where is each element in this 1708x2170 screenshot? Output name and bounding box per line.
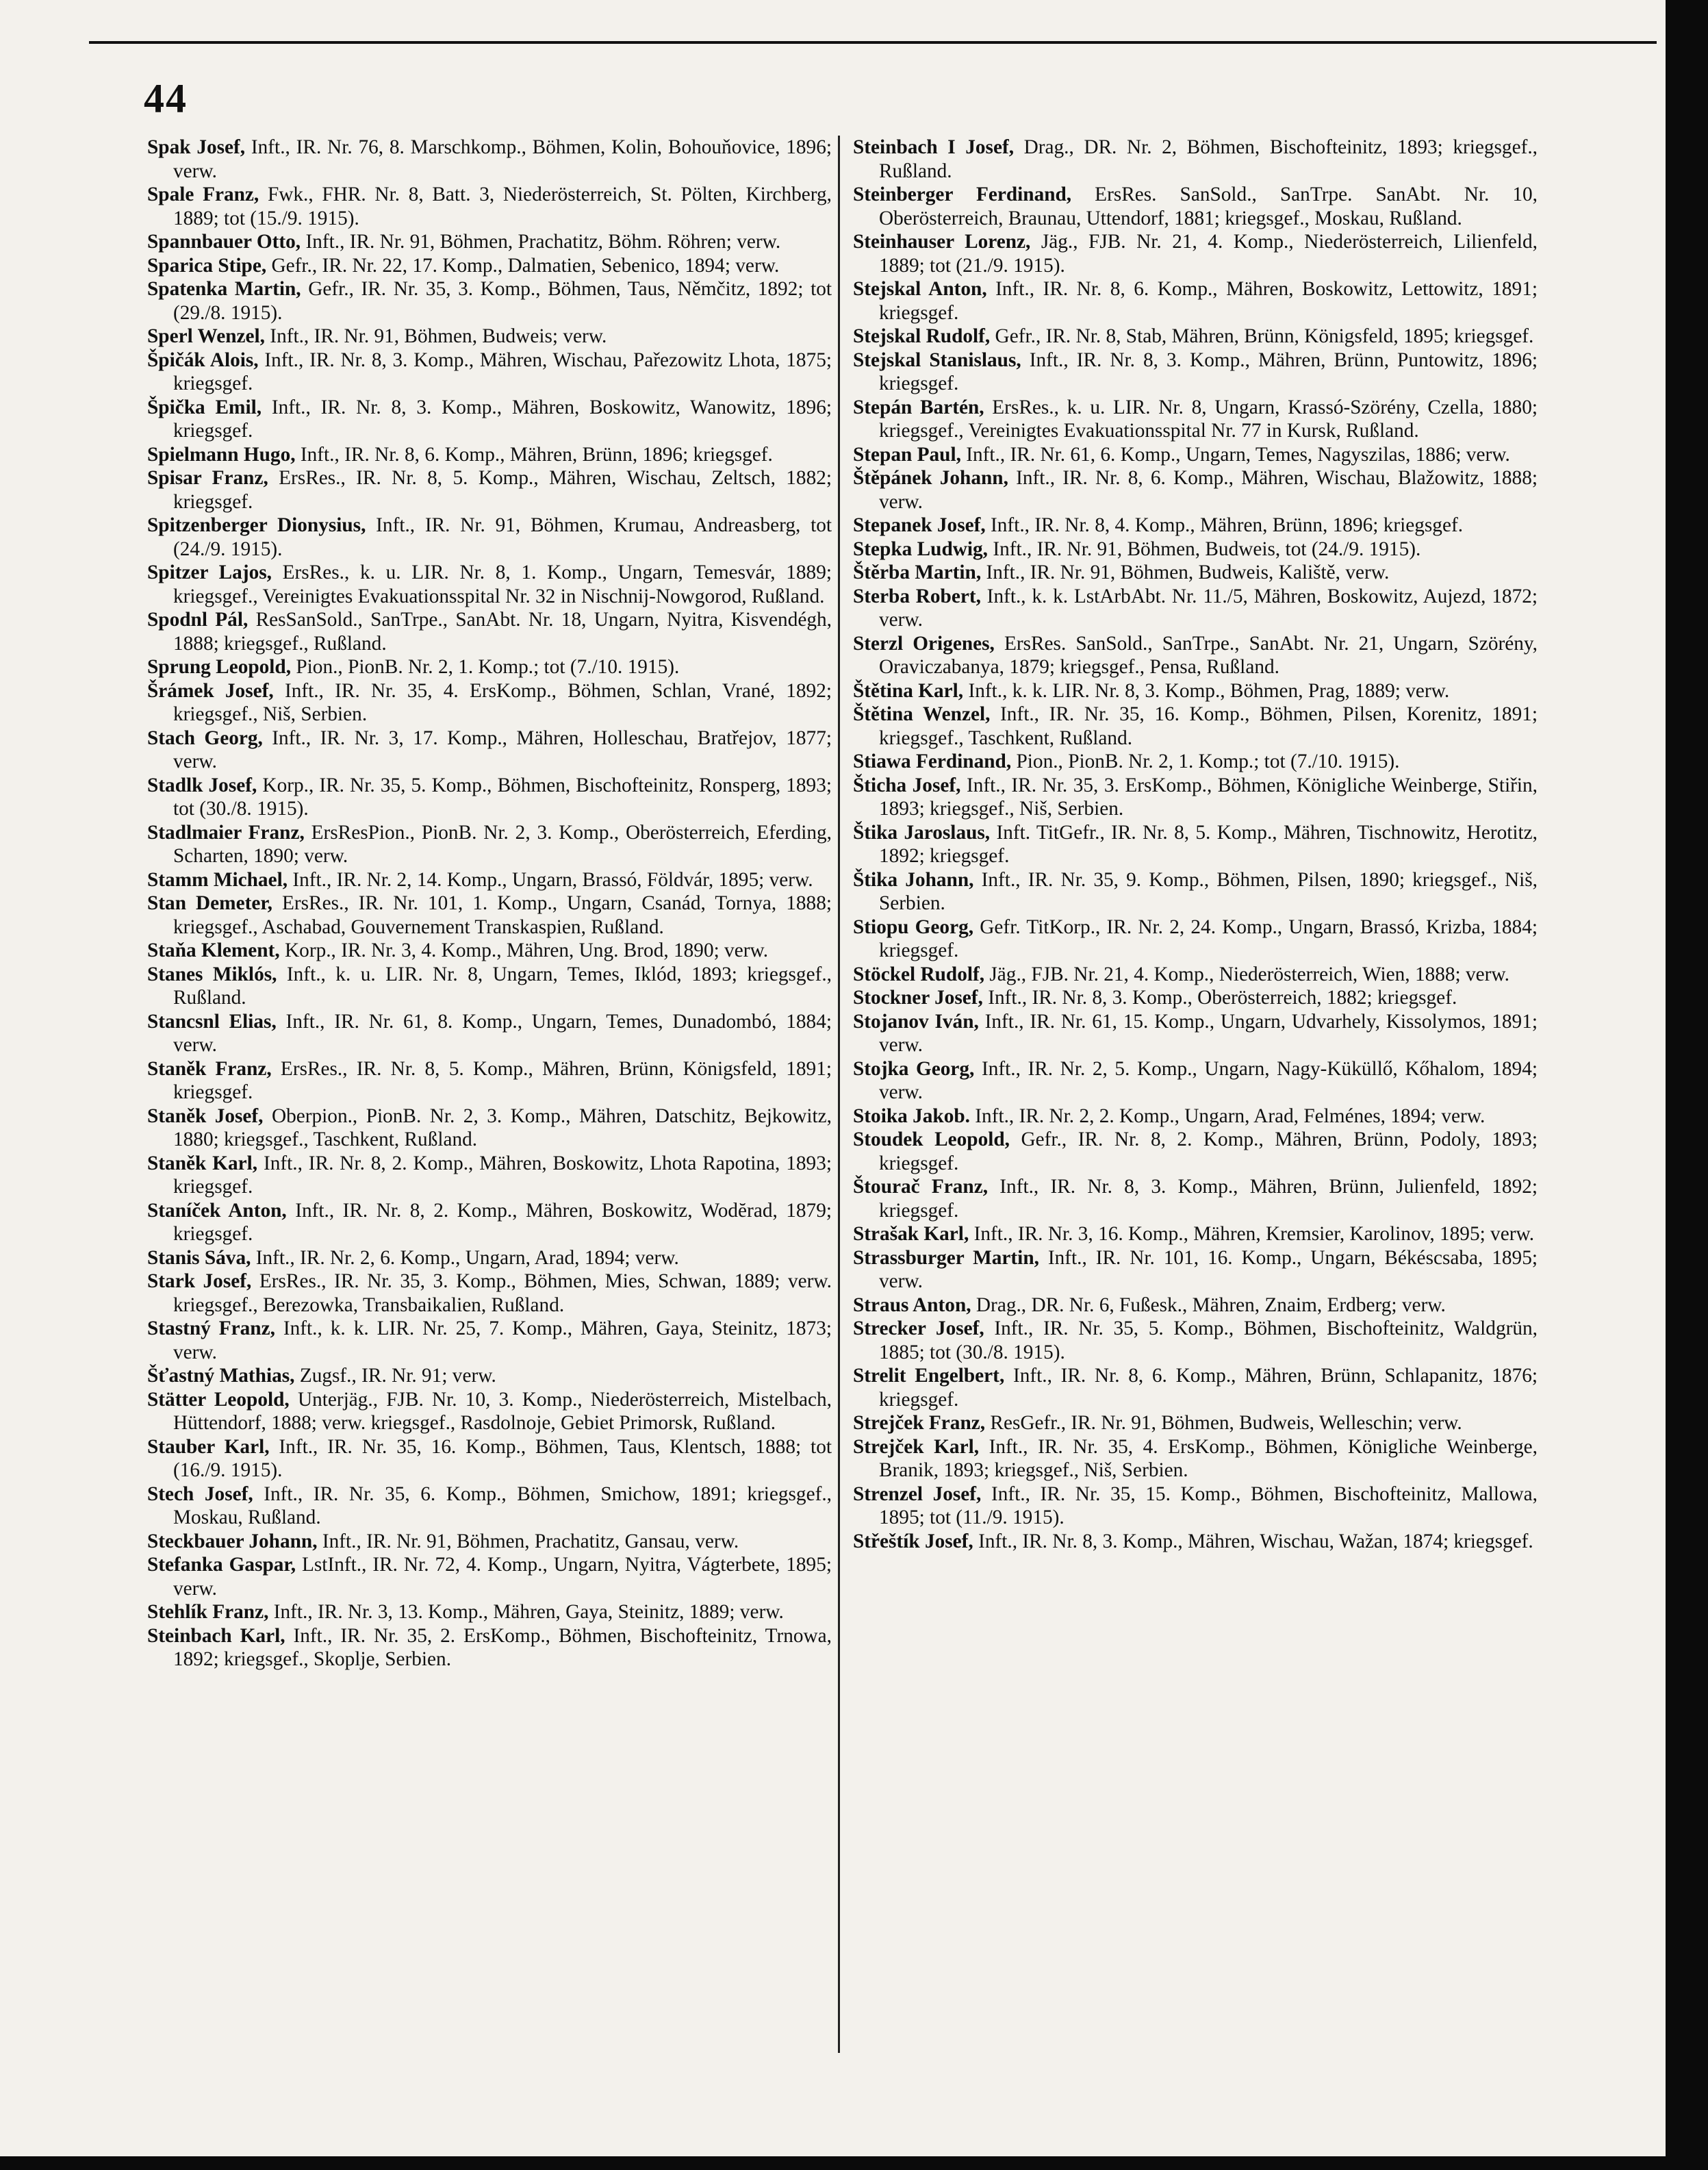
list-item (853, 1317, 1538, 1364)
list-item (147, 1199, 832, 1246)
entry-name: Stiopu Georg, (853, 916, 974, 938)
entry-name: Stanis Sáva, (147, 1246, 251, 1269)
entry-details: ResGefr., IR. Nr. 91, Böhmen, Budweis, Welleschin; verw. (985, 1412, 1462, 1434)
list-item (853, 585, 1538, 632)
entry-name: Stadlmaier Franz, (147, 821, 305, 844)
list-item (853, 349, 1538, 396)
entry-details: Inft., IR. Nr. 35, 2. ErsKomp., Böhmen, Bischofteinitz, Trnowa, 1892; kriegsgef., Skoplje, Serbien. (173, 1624, 832, 1670)
list-item (853, 1128, 1538, 1175)
entry-details: Inft., IR. Nr. 91, Böhmen, Budweis; verw. (264, 325, 607, 347)
entry-name: Stanes Miklós, (147, 963, 277, 985)
list-item (853, 396, 1538, 443)
list-item (147, 1388, 832, 1435)
entry-details: Inft., IR. Nr. 91, Böhmen, Prachatitz, Böhm. Röhren; verw. (301, 231, 781, 253)
list-item (147, 1553, 832, 1600)
entry-name: Stoudek Leopold, (853, 1128, 1010, 1150)
entry-details: Inft., IR. Nr. 61, 8. Komp., Ungarn, Temes, Dunadombó, 1884; verw. (173, 1010, 832, 1056)
entry-details: Inft., IR. Nr. 35, 16. Komp., Böhmen, Taus, Klentsch, 1888; tot (16./9. 1915). (173, 1435, 832, 1481)
entry-name: Stojanov Iván, (853, 1010, 979, 1033)
entry-details: Jäg., FJB. Nr. 21, 4. Komp., Niederösterreich, Lilienfeld, 1889; tot (21./9. 1915). (879, 231, 1538, 277)
entry-details: ErsRes. SanSold., SanTrpe. SanAbt. Nr. 10, Oberösterreich, Braunau, Uttendorf, 1881; kriegsgef., Moskau, Rußland. (879, 184, 1538, 229)
list-item (147, 396, 832, 443)
list-item (853, 868, 1538, 916)
entry-name: Štětina Wenzel, (853, 703, 991, 725)
list-item (147, 561, 832, 608)
entry-name: Stejskal Rudolf, (853, 325, 991, 347)
entry-details: Inft., IR. Nr. 8, 3. Komp., Mähren, Boskowitz, Wanowitz, 1896; kriegsgef. (173, 396, 832, 442)
entry-details: Korp., IR. Nr. 3, 4. Komp., Mähren, Ung. Brod, 1890; verw. (279, 939, 769, 961)
entry-details: LstInft., IR. Nr. 72, 4. Komp., Ungarn, Nyitra, Vágterbete, 1895; verw. (173, 1554, 832, 1600)
entry-details: Korp., IR. Nr. 35, 5. Komp., Böhmen, Bischofteinitz, Ronsperg, 1893; tot (30./8. 1915). (173, 774, 832, 820)
entry-name: Strašak Karl, (853, 1223, 969, 1245)
list-item (853, 1010, 1538, 1057)
list-item (147, 466, 832, 514)
list-item (853, 963, 1538, 987)
entry-name: Štourač Franz, (853, 1176, 989, 1198)
entry-details: Zugsf., IR. Nr. 91; verw. (294, 1365, 496, 1387)
entry-details: Inft., k. k. LIR. Nr. 8, 3. Komp., Böhmen, Prag, 1889; verw. (963, 679, 1450, 702)
list-item (853, 821, 1538, 868)
list-item (853, 136, 1538, 183)
list-item (147, 443, 832, 467)
list-item (147, 679, 832, 727)
entry-details: Jäg., FJB. Nr. 21, 4. Komp., Niederösterreich, Wien, 1888; verw. (984, 963, 1510, 985)
list-item (853, 1246, 1538, 1294)
entry-name: Špička Emil, (147, 396, 262, 418)
entry-name: Stepka Ludwig, (853, 538, 989, 560)
entry-details: Gefr., IR. Nr. 8, 2. Komp., Mähren, Brünn, Podoly, 1893; kriegsgef. (879, 1128, 1538, 1174)
entry-name: Steckbauer Johann, (147, 1530, 318, 1552)
entry-name: Špičák Alois, (147, 349, 259, 371)
entry-name: Strelit Engelbert, (853, 1365, 1005, 1387)
list-item (853, 1105, 1538, 1128)
list-item (853, 679, 1538, 703)
entry-name: Staňa Klement, (147, 939, 280, 961)
entry-details: Inft., IR. Nr. 3, 13. Komp., Mähren, Gaya, Steinitz, 1889; verw. (268, 1601, 784, 1623)
entry-name: Strassburger Martin, (853, 1246, 1039, 1269)
entry-details: ErsResPion., PionB. Nr. 2, 3. Komp., Oberösterreich, Eferding, Scharten, 1890; verw. (173, 821, 832, 867)
entry-name: Staněk Franz, (147, 1057, 272, 1080)
entry-name: Stojka Georg, (853, 1057, 975, 1080)
entry-name: Staněk Josef, (147, 1105, 264, 1127)
entry-details: Drag., DR. Nr. 6, Fußesk., Mähren, Znaim, Erdberg; verw. (971, 1294, 1446, 1316)
entry-name: Stöckel Rudolf, (853, 963, 985, 985)
list-item (853, 916, 1538, 963)
entry-name: Stark Josef, (147, 1270, 252, 1292)
entry-details: ErsRes., IR. Nr. 101, 1. Komp., Ungarn, Csanád, Tornya, 1888; kriegsgef., Aschabad, Gouvernement Transkaspien, Rußland. (173, 892, 832, 938)
entry-details: Inft., IR. Nr. 8, 3. Komp., Oberösterreich, 1882; kriegsgef. (982, 987, 1457, 1009)
list-item (147, 349, 832, 396)
entry-details: Inft., IR. Nr. 8, 3. Komp., Mähren, Brünn, Julienfeld, 1892; kriegsgef. (879, 1176, 1538, 1222)
entry-details: Inft., k. u. LIR. Nr. 8, Ungarn, Temes, Iklód, 1893; kriegsgef., Rußland. (173, 963, 832, 1009)
list-item (147, 1530, 832, 1554)
entry-name: Stepán Bartén, (853, 396, 984, 418)
list-item (853, 183, 1538, 230)
entry-name: Spitzenberger Dionysius, (147, 514, 366, 536)
entry-name: Strecker Josef, (853, 1317, 984, 1339)
entry-name: Sterba Robert, (853, 585, 981, 607)
entry-name: Stan Demeter, (147, 892, 272, 914)
list-item (853, 1175, 1538, 1222)
entry-name: Stätter Leopold, (147, 1388, 290, 1411)
entry-details: Inft., IR. Nr. 35, 4. ErsKomp., Böhmen, Schlan, Vrané, 1892; kriegsgef., Niš, Serbien. (173, 679, 832, 725)
entry-details: Inft., IR. Nr. 8, 3. Komp., Mähren, Wischau, Wažan, 1874; kriegsgef. (973, 1530, 1533, 1552)
entry-details: Inft., IR. Nr. 8, 4. Komp., Mähren, Brünn, 1896; kriegsgef. (985, 514, 1464, 536)
entry-details: Gefr., IR. Nr. 35, 3. Komp., Böhmen, Taus, Němčitz, 1892; tot (29./8. 1915). (173, 278, 832, 324)
entry-details: Inft., IR. Nr. 3, 16. Komp., Mähren, Kremsier, Karolinov, 1895; verw. (969, 1223, 1535, 1245)
entry-details: Inft., IR. Nr. 91, Böhmen, Krumau, Andreasberg, tot (24./9. 1915). (173, 514, 832, 560)
list-item (853, 774, 1538, 821)
list-item (147, 1435, 832, 1483)
entry-details: ErsRes. SanSold., SanTrpe., SanAbt. Nr. 21, Ungarn, Szörény, Oraviczabanya, 1879; kriegsgef., Pensa, Rußland. (879, 632, 1538, 678)
left-column (147, 136, 832, 2142)
list-item (147, 1600, 832, 1624)
list-item (853, 325, 1538, 349)
entry-name: Stamm Michael, (147, 868, 288, 891)
list-item (147, 183, 832, 230)
list-item (853, 514, 1538, 538)
entry-details: Inft., IR. Nr. 35, 5. Komp., Böhmen, Bischofteinitz, Waldgrün, 1885; tot (30./8. 1915). (879, 1317, 1538, 1363)
entry-details: ErsRes., IR. Nr. 8, 5. Komp., Mähren, Wischau, Zeltsch, 1882; kriegsgef. (173, 467, 832, 513)
entry-details: Inft., IR. Nr. 2, 6. Komp., Ungarn, Arad, 1894; verw. (251, 1246, 679, 1269)
entry-details: Inft., IR. Nr. 3, 17. Komp., Mähren, Holleschau, Bratřejov, 1877; verw. (173, 727, 832, 772)
list-item (853, 1294, 1538, 1317)
entry-details: Inft., IR. Nr. 101, 16. Komp., Ungarn, Békéscsaba, 1895; verw. (879, 1246, 1538, 1292)
list-item (853, 466, 1538, 514)
list-item (147, 892, 832, 939)
entry-name: Spatenka Martin, (147, 278, 301, 300)
entry-details: Inft., IR. Nr. 8, 6. Komp., Mähren, Boskowitz, Lettowitz, 1891; kriegsgef. (879, 278, 1538, 324)
entry-name: Sperl Wenzel, (147, 325, 265, 347)
scan-border-right (1666, 0, 1708, 2170)
entry-name: Steinbach Karl, (147, 1624, 285, 1647)
entry-details: Inft., IR. Nr. 8, 6. Komp., Mähren, Brünn, 1896; kriegsgef. (295, 443, 773, 466)
list-item (147, 1010, 832, 1057)
entry-details: Gefr., IR. Nr. 22, 17. Komp., Dalmatien, Sebenico, 1894; verw. (266, 254, 780, 277)
list-item (853, 986, 1538, 1010)
entry-name: Spannbauer Otto, (147, 231, 301, 253)
list-item (853, 561, 1538, 585)
entry-details: Inft., IR. Nr. 35, 15. Komp., Böhmen, Bischofteinitz, Mallowa, 1895; tot (11./9. 1915). (879, 1483, 1538, 1528)
entry-details: Unterjäg., FJB. Nr. 10, 3. Komp., Niederösterreich, Mistelbach, Hüttendorf, 1888; verw. kriegsgef., Rasdolnoje, Gebiet Primorsk, Rußland. (173, 1388, 832, 1434)
entry-details: Gefr. TitKorp., IR. Nr. 2, 24. Komp., Ungarn, Brassó, Krizba, 1884; kriegsgef. (879, 916, 1538, 961)
entry-name: Straus Anton, (853, 1294, 971, 1316)
list-item (147, 608, 832, 655)
list-item (853, 230, 1538, 277)
entry-name: Spisar Franz, (147, 467, 268, 489)
entry-details: Inft., IR. Nr. 8, 6. Komp., Mähren, Brünn, Schlapanitz, 1876; kriegsgef. (879, 1365, 1538, 1411)
list-item (853, 1435, 1538, 1483)
entry-name: Šticha Josef, (853, 774, 961, 796)
entry-name: Stadlk Josef, (147, 774, 257, 796)
list-item (147, 1270, 832, 1317)
list-item (147, 939, 832, 963)
entry-name: Sterzl Origenes, (853, 632, 995, 655)
entry-details: Drag., DR. Nr. 2, Böhmen, Bischofteinitz, 1893; kriegsgef., Rußland. (879, 136, 1538, 182)
page-number: 44 (144, 76, 188, 121)
list-item (853, 703, 1538, 750)
entry-details: Inft., IR. Nr. 8, 2. Komp., Mähren, Boskowitz, Wodĕrad, 1879; kriegsgef. (173, 1199, 832, 1245)
entry-name: Stejskal Anton, (853, 278, 987, 300)
list-item (147, 774, 832, 821)
list-item (853, 750, 1538, 774)
list-item (853, 1364, 1538, 1411)
entry-name: Štěpánek Johann, (853, 467, 1008, 489)
entry-name: Stauber Karl, (147, 1435, 270, 1458)
list-item (147, 1483, 832, 1530)
entry-name: Spitzer Lajos, (147, 562, 272, 583)
entry-name: Stockner Josef, (853, 987, 983, 1009)
entry-details: Inft., IR. Nr. 8, 2. Komp., Mähren, Boskowitz, Lhota Rapotina, 1893; kriegsgef. (173, 1152, 832, 1198)
entry-details: ErsRes., IR. Nr. 35, 3. Komp., Böhmen, Mies, Schwan, 1889; verw. kriegsgef., Berezowka, Transbaikalien, Rußland. (173, 1270, 832, 1316)
list-item (853, 1530, 1538, 1554)
entry-name: Stancsnl Elias, (147, 1010, 277, 1033)
entry-details: Inft., IR. Nr. 61, 6. Komp., Ungarn, Temes, Nagyszilas, 1886; verw. (960, 443, 1510, 466)
entry-name: Spielmann Hugo, (147, 443, 296, 466)
entry-details: Inft., IR. Nr. 2, 5. Komp., Ungarn, Nagy-Küküllő, Kőhalom, 1894; verw. (879, 1057, 1538, 1103)
list-item (147, 230, 832, 254)
entry-details: Inft., k. k. LIR. Nr. 25, 7. Komp., Mähren, Gaya, Steinitz, 1873; verw. (173, 1317, 832, 1363)
entry-name: Strejček Karl, (853, 1435, 980, 1458)
entry-details: Inft., IR. Nr. 2, 2. Komp., Ungarn, Arad, Felménes, 1894; verw. (969, 1105, 1486, 1127)
entry-details: Inft., IR. Nr. 91, Böhmen, Budweis, Kaliště, verw. (981, 562, 1390, 583)
entry-details: Oberpion., PionB. Nr. 2, 3. Komp., Mähren, Datschitz, Bejkowitz, 1880; kriegsgef., Taschkent, Rußland. (173, 1105, 832, 1150)
entry-details: Inft., IR. Nr. 61, 15. Komp., Ungarn, Udvarhely, Kissolymos, 1891; verw. (879, 1010, 1538, 1056)
entry-details: Inft., IR. Nr. 35, 4. ErsKomp., Böhmen, Königliche Weinberge, Branik, 1893; kriegsgef., Niš, Serbien. (879, 1435, 1538, 1481)
entry-details: Fwk., FHR. Nr. 8, Batt. 3, Niederösterreich, St. Pölten, Kirchberg, 1889; tot (15./9. 1915). (173, 184, 832, 229)
list-item (853, 538, 1538, 562)
entry-name: Staníček Anton, (147, 1199, 287, 1222)
column-divider (838, 136, 840, 2053)
entry-name: Spak Josef, (147, 136, 246, 158)
entry-details: Inft., IR. Nr. 8, 3. Komp., Mähren, Wischau, Pařezowitz Lhota, 1875; kriegsgef. (173, 349, 832, 394)
entry-name: Štika Jaroslaus, (853, 821, 991, 844)
right-column (853, 136, 1538, 2142)
entry-name: Štika Johann, (853, 868, 974, 891)
entry-details: ErsRes., k. u. LIR. Nr. 8, 1. Komp., Ungarn, Temesvár, 1889; kriegsgef., Vereinigtes Evakuationsspital Nr. 32 in Nischnij-Nowgorod, Rußland. (173, 562, 832, 607)
entry-details: Inft., IR. Nr. 35, 6. Komp., Böhmen, Smichow, 1891; kriegsgef., Moskau, Rußland. (173, 1483, 832, 1528)
entry-name: Spale Franz, (147, 184, 259, 205)
entry-details: Inft., IR. Nr. 91, Böhmen, Prachatitz, Gansau, verw. (317, 1530, 739, 1552)
entry-name: Spodnl Pál, (147, 609, 248, 631)
entry-name: Štěrba Martin, (853, 562, 982, 583)
entry-name: Stoika Jakob. (853, 1105, 970, 1127)
entry-details: Inft., IR. Nr. 35, 9. Komp., Böhmen, Pilsen, 1890; kriegsgef., Niš, Serbien. (879, 868, 1538, 914)
entry-details: Inft., IR. Nr. 8, 3. Komp., Mähren, Brünn, Puntowitz, 1896; kriegsgef. (879, 349, 1538, 394)
entry-name: Stefanka Gaspar, (147, 1554, 296, 1576)
top-rule (89, 41, 1657, 44)
entry-details: Pion., PionB. Nr. 2, 1. Komp.; tot (7./10. 1915). (1011, 750, 1400, 772)
entry-details: ErsRes., k. u. LIR. Nr. 8, Ungarn, Krassó-Szörény, Czella, 1880; kriegsgef., Vereinigtes Evakuationsspital Nr. 77 in Kursk, Rußland. (879, 396, 1538, 442)
entry-details: Inft., IR. Nr. 35, 16. Komp., Böhmen, Pilsen, Korenitz, 1891; kriegsgef., Taschkent, Rußland. (879, 703, 1538, 749)
list-item (147, 868, 832, 892)
list-item (147, 1105, 832, 1152)
list-item (147, 1317, 832, 1364)
entry-name: Stehlík Franz, (147, 1601, 269, 1623)
list-item (147, 277, 832, 325)
list-item (853, 1411, 1538, 1435)
entry-name: Šťastný Mathias, (147, 1365, 295, 1387)
entry-name: Steinhauser Lorenz, (853, 231, 1031, 253)
entry-name: Štětina Karl, (853, 679, 964, 702)
list-item (853, 632, 1538, 679)
entry-name: Stepan Paul, (853, 443, 961, 466)
list-item (147, 254, 832, 278)
list-item (853, 1483, 1538, 1530)
list-item (147, 727, 832, 774)
list-item (147, 1364, 832, 1388)
list-item (853, 1222, 1538, 1246)
list-item (147, 136, 832, 183)
scan-border-bottom (0, 2156, 1708, 2170)
entry-details: Inft., IR. Nr. 91, Böhmen, Budweis, tot (24./9. 1915). (988, 538, 1421, 560)
entry-name: Stach Georg, (147, 727, 263, 749)
entry-details: Inft., k. k. LstArbAbt. Nr. 11./5, Mähren, Boskowitz, Aujezd, 1872; verw. (879, 585, 1538, 631)
entry-details: ResSanSold., SanTrpe., SanAbt. Nr. 18, Ungarn, Nyitra, Kisvendégh, 1888; kriegsgef., Rußland. (173, 609, 832, 655)
list-item (147, 514, 832, 561)
list-item (147, 1246, 832, 1270)
list-item (853, 277, 1538, 325)
entry-details: Gefr., IR. Nr. 8, Stab, Mähren, Brünn, Königsfeld, 1895; kriegsgef. (990, 325, 1534, 347)
list-item (147, 1624, 832, 1671)
entry-name: Stech Josef, (147, 1483, 253, 1505)
list-item (147, 1057, 832, 1105)
entry-name: Stejskal Stanislaus, (853, 349, 1021, 371)
entry-details: Inft., IR. Nr. 2, 14. Komp., Ungarn, Brassó, Földvár, 1895; verw. (288, 868, 813, 891)
entry-details: Pion., PionB. Nr. 2, 1. Komp.; tot (7./10. 1915). (291, 656, 680, 678)
list-item (147, 325, 832, 349)
list-item (147, 655, 832, 679)
list-item (147, 821, 832, 868)
list-item (853, 443, 1538, 467)
entry-details: Inft., IR. Nr. 35, 3. ErsKomp., Böhmen, Königliche Weinberge, Stiřin, 1893; kriegsgef., Niš, Serbien. (879, 774, 1538, 820)
list-item (147, 963, 832, 1010)
entry-details: Inft., IR. Nr. 8, 6. Komp., Mähren, Wischau, Blažowitz, 1888; verw. (879, 467, 1538, 513)
entry-details: Inft., IR. Nr. 76, 8. Marschkomp., Böhmen, Kolin, Bohouňovice, 1896; verw. (173, 136, 832, 182)
entry-name: Šrámek Josef, (147, 679, 274, 702)
entry-name: Steinbach I Josef, (853, 136, 1015, 158)
entry-name: Strenzel Josef, (853, 1483, 982, 1505)
entry-details: Inft. TitGefr., IR. Nr. 8, 5. Komp., Mähren, Tischnowitz, Herotitz, 1892; kriegsgef. (879, 821, 1538, 867)
entry-name: Steinberger Ferdinand, (853, 184, 1072, 205)
list-item (853, 1057, 1538, 1105)
entry-details: ErsRes., IR. Nr. 8, 5. Komp., Mähren, Brünn, Königsfeld, 1891; kriegsgef. (173, 1057, 832, 1103)
entry-name: Stiawa Ferdinand, (853, 750, 1012, 772)
entry-name: Sparica Stipe, (147, 254, 267, 277)
entry-name: Střeštík Josef, (853, 1530, 973, 1552)
entry-name: Strejček Franz, (853, 1412, 986, 1434)
entry-name: Stastný Franz, (147, 1317, 275, 1339)
entry-name: Staněk Karl, (147, 1152, 258, 1174)
entry-name: Sprung Leopold, (147, 656, 292, 678)
entry-name: Stepanek Josef, (853, 514, 986, 536)
list-item (147, 1152, 832, 1199)
